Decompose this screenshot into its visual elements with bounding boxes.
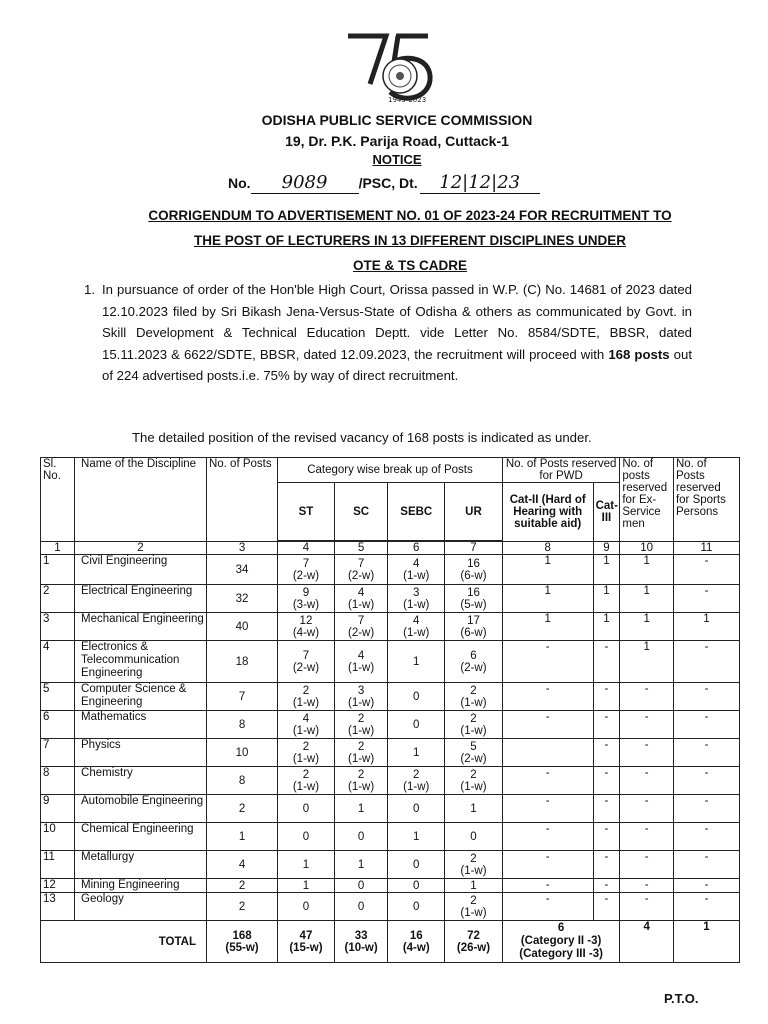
total-st-women: (15-w) bbox=[289, 941, 323, 954]
row-sl-no: 9 bbox=[43, 795, 50, 807]
table-row bbox=[41, 823, 740, 851]
row-st: 7 bbox=[302, 649, 310, 662]
row-no-of-posts: 7 bbox=[238, 690, 246, 703]
row-pwd-cat-iii: 1 bbox=[603, 585, 610, 597]
row-pwd-cat-iii: - bbox=[604, 739, 609, 751]
row-pwd-cat-ii: - bbox=[545, 851, 550, 863]
header-ur: UR bbox=[445, 483, 503, 541]
table-row bbox=[41, 555, 740, 585]
row-sc: 3 bbox=[357, 684, 365, 697]
row-ur-women: (1-w) bbox=[460, 906, 487, 919]
row-sports: - bbox=[704, 851, 709, 863]
row-sc: 1 bbox=[357, 802, 365, 815]
row-sl-no: 13 bbox=[43, 893, 56, 905]
row-ur: 6 bbox=[470, 649, 477, 662]
row-sc: 0 bbox=[357, 900, 365, 913]
row-sebc: 0 bbox=[413, 690, 420, 703]
row-no-of-posts: 18 bbox=[235, 655, 249, 668]
row-sc-women: (1-w) bbox=[348, 661, 375, 674]
row-discipline-name: Metallurgy bbox=[81, 851, 135, 863]
row-st: 1 bbox=[302, 879, 310, 892]
header-sports: No. of Posts reserved for Sports Persons bbox=[673, 458, 739, 542]
row-pwd-cat-iii: - bbox=[604, 795, 609, 807]
row-pwd-cat-iii: - bbox=[604, 641, 609, 653]
row-ex-service: - bbox=[644, 893, 649, 905]
row-sc: 2 bbox=[357, 712, 365, 725]
header-cat-ii: Cat-II (Hard of Hearing with suitable aid) bbox=[502, 483, 593, 542]
row-discipline-name: Computer Science & Engineering bbox=[81, 683, 187, 708]
row-ex-service: 1 bbox=[643, 585, 650, 597]
row-sl-no: 6 bbox=[43, 711, 50, 723]
paragraph-bold-posts: 168 posts bbox=[608, 346, 670, 362]
paragraph-text-end: out of 224 advertised posts.i.e. 75% by way of direct recruitment. bbox=[102, 346, 693, 383]
row-discipline-name: Electrical Engineering bbox=[81, 585, 193, 597]
row-sebc: 4 bbox=[413, 614, 420, 627]
header-no-of-posts: No. of Posts bbox=[206, 458, 277, 542]
row-sebc: 2 bbox=[413, 768, 420, 781]
total-st: 47 bbox=[299, 929, 313, 942]
row-sl-no: 8 bbox=[43, 767, 50, 779]
row-sl-no: 4 bbox=[43, 641, 50, 653]
row-ex-service: - bbox=[644, 851, 649, 863]
row-st: 2 bbox=[302, 768, 310, 781]
row-ex-service: - bbox=[644, 739, 649, 751]
row-sports: - bbox=[704, 555, 709, 567]
opsc-75-years-logo bbox=[340, 28, 440, 110]
row-pwd-cat-ii: 1 bbox=[544, 613, 551, 625]
column-index: 1 bbox=[41, 542, 75, 555]
detail-line: The detailed position of the revised vacancy of 168 posts is indicated as under. bbox=[132, 430, 592, 445]
row-st-women: (1-w) bbox=[292, 752, 320, 765]
header-ex-service: No. of posts reserved for Ex-Service men bbox=[620, 458, 674, 542]
row-no-of-posts: 8 bbox=[238, 718, 246, 731]
row-no-of-posts: 40 bbox=[235, 620, 249, 633]
row-sports: - bbox=[704, 683, 709, 695]
row-sebc: 1 bbox=[413, 746, 420, 759]
row-sl-no: 10 bbox=[43, 823, 56, 835]
table-row bbox=[41, 711, 740, 739]
row-pwd-cat-iii: 1 bbox=[603, 555, 610, 567]
corrigendum-title-line-2: THE POST OF LECTURERS IN 13 DIFFERENT DISCIPLINES UNDER bbox=[193, 233, 627, 248]
row-ex-service: 1 bbox=[643, 641, 650, 653]
row-ur: 16 bbox=[467, 586, 480, 599]
total-sebc-women: (4-w) bbox=[402, 941, 430, 954]
corrigendum-title-line-1: CORRIGENDUM TO ADVERTISEMENT NO. 01 OF 2023-24 FOR RECRUITMENT TO bbox=[148, 208, 672, 223]
row-sc: 0 bbox=[357, 830, 365, 843]
row-st-women: (1-w) bbox=[292, 696, 320, 709]
column-index-row bbox=[41, 542, 740, 555]
row-ur-women: (1-w) bbox=[460, 780, 487, 793]
total-posts: 168 bbox=[232, 929, 252, 942]
row-sebc-women: (1-w) bbox=[403, 626, 430, 639]
column-index: 4 bbox=[278, 542, 335, 555]
row-pwd-cat-iii: - bbox=[604, 767, 609, 779]
paragraph-text bbox=[102, 279, 692, 387]
header-st: ST bbox=[278, 483, 335, 541]
row-sebc: 4 bbox=[413, 557, 420, 570]
row-st: 0 bbox=[302, 830, 310, 843]
row-sebc: 0 bbox=[413, 802, 420, 815]
row-sebc: 1 bbox=[413, 655, 420, 668]
row-ur-women: (6-w) bbox=[460, 626, 487, 639]
row-discipline-name: Mining Engineering bbox=[81, 879, 180, 891]
row-sc: 0 bbox=[357, 879, 365, 892]
row-sl-no: 5 bbox=[43, 683, 50, 695]
column-index: 7 bbox=[445, 542, 503, 555]
row-st: 4 bbox=[302, 712, 310, 725]
row-sc-women: (1-w) bbox=[348, 598, 375, 611]
row-ur: 1 bbox=[470, 802, 477, 815]
notice-date: 12|12|23 bbox=[420, 172, 540, 194]
row-pwd-cat-ii: 1 bbox=[544, 585, 551, 597]
row-ex-service: - bbox=[644, 711, 649, 723]
row-pwd-cat-ii: - bbox=[545, 711, 550, 723]
row-ur: 16 bbox=[467, 557, 480, 570]
total-pwd: 6 bbox=[557, 922, 565, 934]
row-sports: - bbox=[704, 795, 709, 807]
vacancy-table bbox=[40, 457, 740, 963]
row-sebc: 0 bbox=[413, 879, 420, 892]
row-sc: 4 bbox=[357, 586, 365, 599]
column-index: 10 bbox=[620, 542, 674, 555]
header-category-breakup: Category wise break up of Posts bbox=[278, 458, 503, 483]
row-ur-women: (1-w) bbox=[460, 864, 487, 877]
row-sc-women: (1-w) bbox=[348, 752, 375, 765]
row-st-women: (1-w) bbox=[292, 780, 320, 793]
row-sc: 2 bbox=[357, 740, 365, 753]
table-row bbox=[41, 893, 740, 921]
row-st: 2 bbox=[302, 684, 310, 697]
row-st: 12 bbox=[299, 614, 313, 627]
row-no-of-posts: 1 bbox=[238, 830, 246, 843]
table-row bbox=[41, 795, 740, 823]
header-sebc: SEBC bbox=[388, 483, 445, 541]
row-discipline-name: Electronics & Telecommunication Engineering bbox=[81, 641, 180, 679]
row-pwd-cat-iii: - bbox=[604, 879, 609, 891]
row-ex-service: - bbox=[644, 879, 649, 891]
total-ex-service: 4 bbox=[643, 921, 650, 933]
row-sc: 1 bbox=[357, 858, 365, 871]
row-st-women: (1-w) bbox=[292, 724, 320, 737]
row-st-women: (2-w) bbox=[292, 661, 320, 674]
row-sc: 7 bbox=[357, 557, 365, 570]
header-sc: SC bbox=[334, 483, 388, 541]
table-row bbox=[41, 613, 740, 641]
row-sports: - bbox=[704, 641, 709, 653]
row-pwd-cat-ii: - bbox=[545, 893, 550, 905]
row-no-of-posts: 8 bbox=[238, 774, 246, 787]
row-sl-no: 7 bbox=[43, 739, 50, 751]
row-sc: 2 bbox=[357, 768, 365, 781]
row-pwd-cat-ii: - bbox=[545, 767, 550, 779]
row-ex-service: 1 bbox=[643, 555, 650, 567]
column-index: 6 bbox=[388, 542, 445, 555]
row-discipline-name: Chemical Engineering bbox=[81, 823, 194, 835]
row-sebc: 0 bbox=[413, 900, 420, 913]
row-sebc: 1 bbox=[413, 830, 420, 843]
row-pwd-cat-ii: 1 bbox=[544, 555, 551, 567]
column-index: 8 bbox=[502, 542, 593, 555]
column-index: 9 bbox=[593, 542, 620, 555]
row-ur: 17 bbox=[467, 614, 480, 627]
row-sc-women: (1-w) bbox=[348, 696, 375, 709]
total-ur-women: (26-w) bbox=[456, 941, 491, 954]
row-pwd-cat-iii: - bbox=[604, 683, 609, 695]
header-cat-iii: Cat-III bbox=[593, 483, 620, 542]
row-no-of-posts: 10 bbox=[235, 746, 249, 759]
total-posts-women: (55-w) bbox=[225, 941, 259, 954]
row-sl-no: 1 bbox=[43, 555, 50, 567]
row-discipline-name: Civil Engineering bbox=[81, 555, 168, 567]
row-st-women: (2-w) bbox=[292, 569, 320, 582]
row-sports: 1 bbox=[703, 613, 710, 625]
row-sebc: 0 bbox=[413, 858, 420, 871]
row-discipline-name: Physics bbox=[81, 739, 121, 751]
row-st: 0 bbox=[302, 802, 310, 815]
vacancy-table-body bbox=[41, 542, 740, 963]
notice-number: 9089 bbox=[251, 172, 359, 194]
row-no-of-posts: 32 bbox=[235, 592, 249, 605]
table-row bbox=[41, 683, 740, 711]
row-ur-women: (2-w) bbox=[460, 661, 487, 674]
header-pwd: No. of Posts reserved for PWD bbox=[502, 458, 620, 483]
row-sports: - bbox=[704, 585, 709, 597]
row-sc-women: (2-w) bbox=[348, 626, 375, 639]
row-discipline-name: Automobile Engineering bbox=[81, 795, 204, 807]
row-ur-women: (5-w) bbox=[460, 598, 487, 611]
row-no-of-posts: 2 bbox=[238, 879, 246, 892]
row-sports: - bbox=[704, 893, 709, 905]
row-ex-service: - bbox=[644, 795, 649, 807]
row-no-of-posts: 2 bbox=[238, 900, 246, 913]
svg-text:1949-2023: 1949-2023 bbox=[388, 96, 427, 104]
row-ex-service: 1 bbox=[643, 613, 650, 625]
table-row bbox=[41, 879, 740, 893]
total-pwd-cat-iii: (Category III -3) bbox=[519, 948, 603, 960]
row-ur: 0 bbox=[470, 830, 477, 843]
row-ur: 2 bbox=[470, 894, 477, 907]
column-index: 3 bbox=[206, 542, 277, 555]
row-sports: - bbox=[704, 767, 709, 779]
row-pwd-cat-ii: - bbox=[545, 879, 550, 891]
table-row bbox=[41, 851, 740, 879]
corrigendum-title-line-3: OTE & TS CADRE bbox=[352, 258, 467, 273]
row-no-of-posts: 34 bbox=[235, 563, 249, 576]
row-ex-service: - bbox=[644, 823, 649, 835]
row-sebc-women: (1-w) bbox=[403, 598, 430, 611]
row-pwd-cat-iii: - bbox=[604, 893, 609, 905]
row-ur: 5 bbox=[470, 740, 477, 753]
row-sc: 7 bbox=[357, 614, 365, 627]
row-st-women: (3-w) bbox=[292, 598, 320, 611]
total-sc: 33 bbox=[354, 929, 368, 942]
row-pwd-cat-ii: - bbox=[545, 823, 550, 835]
header-sl-no: Sl. No. bbox=[41, 458, 75, 542]
row-no-of-posts: 2 bbox=[238, 802, 246, 815]
total-sc-women: (10-w) bbox=[344, 941, 378, 954]
row-st: 7 bbox=[302, 557, 310, 570]
no-label: No. bbox=[228, 175, 251, 191]
row-sports: - bbox=[704, 823, 709, 835]
row-sl-no: 3 bbox=[43, 613, 50, 625]
row-pwd-cat-ii: - bbox=[545, 641, 550, 653]
row-ur-women: (1-w) bbox=[460, 724, 487, 737]
total-sebc: 16 bbox=[409, 929, 423, 942]
row-no-of-posts: 4 bbox=[238, 858, 246, 871]
notice-heading: NOTICE bbox=[372, 152, 422, 167]
row-ur-women: (1-w) bbox=[460, 696, 487, 709]
row-pwd-cat-ii: - bbox=[545, 795, 550, 807]
paragraph-text-start: In pursuance of order of the Hon'ble High Court, Orissa passed in W.P. (C) No. 14681 of 2023 dated 12.10.2023 filed by Sri Bikash Jena-Versus-State of Odisha & others as communicated by Govt. in Skill Development & Technical Education Deptt. vide Letter No. 8584/SDTE, BBSR, dated 15.11.2023 & 6622/SDTE, BBSR, dated 12.09.2023, the recruitment will proceed with bbox=[102, 282, 692, 362]
row-discipline-name: Chemistry bbox=[81, 767, 133, 779]
row-sl-no: 2 bbox=[43, 585, 50, 597]
row-discipline-name: Geology bbox=[81, 893, 124, 905]
row-pwd-cat-iii: - bbox=[604, 851, 609, 863]
table-row bbox=[41, 641, 740, 683]
total-ur: 72 bbox=[467, 929, 480, 942]
row-sports: - bbox=[704, 711, 709, 723]
row-sports: - bbox=[704, 879, 709, 891]
row-ur: 2 bbox=[470, 684, 477, 697]
row-st-women: (4-w) bbox=[292, 626, 320, 639]
row-sebc-women: (1-w) bbox=[403, 569, 430, 582]
row-pwd-cat-iii: - bbox=[604, 711, 609, 723]
organization-address: 19, Dr. P.K. Parija Road, Cuttack-1 bbox=[285, 133, 509, 149]
total-pwd-cat-ii: (Category II -3) bbox=[520, 935, 602, 947]
row-ex-service: - bbox=[644, 683, 649, 695]
row-sc-women: (1-w) bbox=[348, 780, 375, 793]
column-index: 11 bbox=[673, 542, 739, 555]
row-ex-service: - bbox=[644, 767, 649, 779]
paragraph-number: 1. bbox=[84, 282, 95, 297]
psc-date-label: /PSC, Dt. bbox=[358, 175, 418, 191]
row-st: 9 bbox=[302, 586, 310, 599]
row-sl-no: 11 bbox=[43, 851, 55, 863]
notice-number-line bbox=[228, 172, 540, 194]
row-ur: 2 bbox=[470, 852, 477, 865]
pto: P.T.O. bbox=[664, 991, 699, 1006]
row-sc-women: (2-w) bbox=[348, 569, 375, 582]
table-row bbox=[41, 585, 740, 613]
organization-name: ODISHA PUBLIC SERVICE COMMISSION bbox=[261, 112, 533, 128]
row-sports: - bbox=[704, 739, 709, 751]
column-index: 5 bbox=[334, 542, 388, 555]
table-row bbox=[41, 739, 740, 767]
row-ur-women: (6-w) bbox=[460, 569, 487, 582]
row-pwd-cat-iii: - bbox=[604, 823, 609, 835]
row-sc-women: (1-w) bbox=[348, 724, 375, 737]
column-index: 2 bbox=[75, 542, 207, 555]
total-label: TOTAL bbox=[158, 935, 196, 948]
row-sebc-women: (1-w) bbox=[403, 780, 430, 793]
row-sc: 4 bbox=[357, 649, 365, 662]
row-ur: 1 bbox=[470, 879, 477, 892]
row-pwd-cat-iii: 1 bbox=[603, 613, 610, 625]
row-ur: 2 bbox=[470, 768, 477, 781]
row-sl-no: 12 bbox=[43, 879, 56, 891]
row-sebc: 3 bbox=[413, 586, 420, 599]
total-sports: 1 bbox=[703, 921, 710, 933]
row-discipline-name: Mechanical Engineering bbox=[81, 613, 204, 625]
row-discipline-name: Mathematics bbox=[81, 711, 147, 723]
header-discipline: Name of the Discipline bbox=[75, 458, 207, 542]
row-ur-women: (2-w) bbox=[460, 752, 487, 765]
row-ur: 2 bbox=[470, 712, 477, 725]
row-st: 1 bbox=[302, 858, 310, 871]
row-st: 2 bbox=[302, 740, 310, 753]
row-pwd-cat-ii: - bbox=[545, 683, 550, 695]
row-st: 0 bbox=[302, 900, 310, 913]
table-row bbox=[41, 767, 740, 795]
row-sebc: 0 bbox=[413, 718, 420, 731]
total-row bbox=[41, 921, 740, 963]
